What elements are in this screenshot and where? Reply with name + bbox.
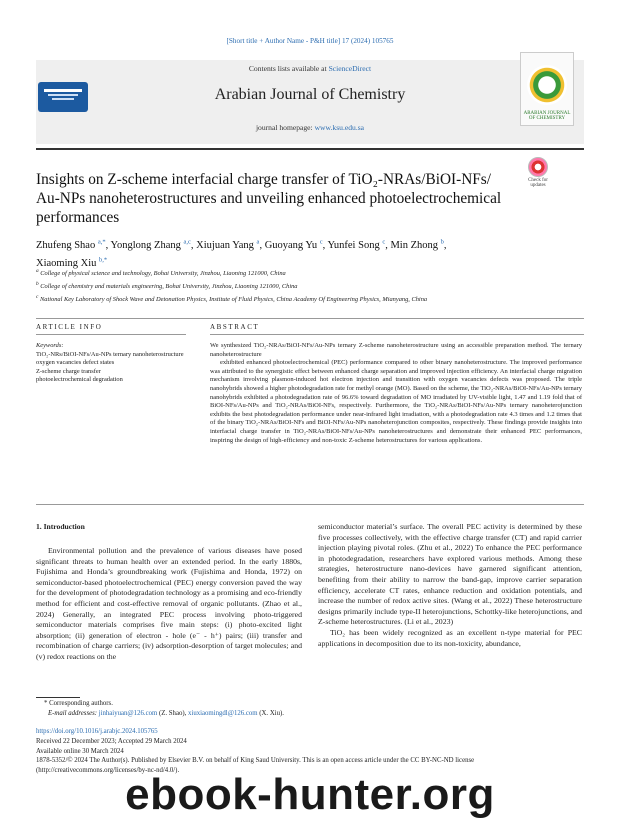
cover-emblem-icon bbox=[527, 65, 567, 105]
corresponding-note: * Corresponding authors. bbox=[44, 700, 113, 707]
abstract-heading: ABSTRACT bbox=[210, 323, 260, 331]
author: Guoyang Yu $^c$, bbox=[264, 238, 328, 251]
journal-title: Arabian Journal of Chemistry bbox=[214, 86, 406, 103]
body-column-left bbox=[36, 546, 302, 663]
author-affiliation-sup[interactable]: a bbox=[256, 238, 260, 245]
author-affiliation-sup[interactable]: b,* bbox=[99, 256, 108, 264]
author-name[interactable]: Zhufeng Shao bbox=[36, 239, 96, 251]
publication-info bbox=[36, 727, 584, 776]
body-paragraph: semiconductor material’s surface. The overall PEC activity is determined by these five processes collectively, with the effective charge transfer (CT) and rapid carrier injection playing pivotal roles. (Zhu et al., 2022) To enhance the PEC performance in photodegradation, researchers have explored various methods. Among these strategies, heterostructure nano-devices have garnered significant attention, benefiting from their ability to narrow the band-gap, improve carrier separation efficiency, accelerate CT rates, enhance reduction and oxidation potentials, and increase the number of redox active sites. (Wang et al., 2022) These heterostructure designs primarily include type-II heterojunctions, Schottky-like heterojunctions, and Z-scheme heterostructures. (Li et al., 2023) bbox=[318, 522, 582, 627]
abstract-text bbox=[210, 342, 582, 445]
author-affiliation-sup[interactable]: c bbox=[382, 238, 386, 245]
abstract-paragraph: We synthesized TiO₂-NRAs/BiOI-NFs/Au-NPs ternary Z-scheme nanoheterostructure using an accessible preparation method. The ternary nanoheterostructure bbox=[210, 342, 582, 358]
affiliation-text: College of physical science and technology, Bohai University, Jinzhou, Liaoning 121000, China bbox=[40, 270, 286, 278]
contents-prefix: Contents lists available at bbox=[248, 64, 329, 73]
email-label: E-mail addresses: bbox=[48, 710, 99, 717]
affiliation-item bbox=[36, 266, 576, 279]
email-line bbox=[36, 709, 556, 719]
keywords-label: Keywords: bbox=[36, 342, 64, 349]
keywords-block bbox=[36, 342, 196, 385]
doi-link[interactable]: https://doi.org/10.1016/j.arabjc.2024.105765 bbox=[36, 728, 158, 735]
abstract-rule bbox=[210, 334, 584, 335]
abstract-paragraph: exhibited enhanced photoelectrochemical (PEC) performance compared to other binary nanoheterostructure. The improved performance was attributed to the synergistic effect between enhanced charge separation and improved injection efficiency. An interfacial charge migration mechanism involving plasmon-induced hot electron injection and transition with oxygen vacancies defects was proposed. The triple nanohybrids showed a higher photodegradation rate for methyl orange (MO). Based on the scheme, the TiO₂-NRAs/BiOI-NFs/Au-NPs ternary nanohybrids exhibited a photodegradation rate of 96.6% toward degradation of MO irradiated by UV-visible light, 1.47 and 1.19 fold that of BiOI-NFs/Au-NPs and TiO₂-NRAs/BiOI-NFs, respectively. Furthermore, the TiO₂-NRAs/BiOI-NFs/Au-NPs ternary nanoheterojunction exhibits the best photodegradation performance under near-infrared light irradiation, with a photodegradation rate 4.3 times and 1.2 times that of the binary TiO₂-NRAs/BiOI-NFs and BiOI-NFs/Au-NPs nanoheterojunction composites, respectively. These findings provide insights into interfacial charge transfer in TiO₂-NRAs/BiOI-NFs/Au-NPs nanoheterostructures and demonstrate their enhanced PEC performances, inspiring the design of high-efficiency and non-toxic Z-scheme heterostructures for various applications. bbox=[210, 359, 582, 444]
email-owner: (Z. Shao), bbox=[157, 710, 189, 717]
author-name[interactable]: Guoyang Yu bbox=[264, 239, 318, 251]
author-affiliation-sup[interactable]: c bbox=[319, 238, 323, 245]
check-updates-label: Check for updates bbox=[528, 178, 548, 188]
header-rule bbox=[36, 148, 584, 150]
author: Yonglong Zhang $^{a,c}$, bbox=[110, 238, 197, 251]
cover-caption: ARABIAN JOURNAL OF CHEMISTRY bbox=[523, 111, 571, 121]
footnote-rule bbox=[36, 697, 80, 698]
section-rule bbox=[36, 318, 584, 319]
watermark: ebook-hunter.org bbox=[125, 770, 495, 819]
keyword: oxygen vacancies defect states bbox=[36, 359, 115, 367]
running-header[interactable]: [Short title + Author Name - P&H title] 17 (2024) 105765 bbox=[226, 37, 394, 45]
footnotes bbox=[36, 699, 556, 719]
author: Min Zhong $^b$, bbox=[390, 238, 447, 251]
body-paragraph: TiO₂ has been widely recognized as an excellent n-type material for PEC applications in decomposition due to its non-toxicity, abundance, bbox=[318, 627, 582, 648]
body-column-right bbox=[318, 522, 582, 649]
affiliations bbox=[36, 266, 576, 305]
introduction-heading: 1. Introduction bbox=[36, 522, 85, 531]
author: Yunfei Song $^c$, bbox=[327, 238, 391, 251]
affiliation-item bbox=[36, 279, 576, 292]
received-date: Received 22 December 2023; Accepted 29 March 2024 bbox=[36, 737, 187, 745]
article-info-heading: ARTICLE INFO bbox=[36, 323, 103, 331]
homepage-prefix: journal homepage: bbox=[255, 123, 315, 132]
keyword: Z-scheme charge transfer bbox=[36, 367, 101, 375]
author-name[interactable]: Yonglong Zhang bbox=[110, 239, 181, 251]
keyword: TiO₂-NRs/BiOI-NFs/Au-NPs ternary nanoheterostructure bbox=[36, 350, 184, 358]
email-link[interactable]: jinhaiyuan@126.com bbox=[98, 710, 158, 717]
affiliation-sup: a bbox=[36, 268, 39, 274]
author-affiliation-sup[interactable]: a,c bbox=[183, 238, 191, 245]
author-name[interactable]: Min Zhong bbox=[390, 239, 439, 251]
keyword: photoelectrochemical degradation bbox=[36, 376, 123, 384]
affiliation-text: National Key Laboratory of Shock Wave and Detonation Physics, Institute of Fluid Physics, China Academy Of Engineering Physics, Mianyang, China bbox=[39, 296, 428, 304]
check-updates-icon bbox=[528, 157, 548, 177]
affiliation-sup: b bbox=[36, 281, 39, 288]
article-title: Insights on Z-scheme interfacial charge transfer of TiO₂-NRAs/BiOI-NFs/ Au-NPs nanoheterostructures and unveiling enhanced photoelectrochemical performances bbox=[36, 171, 502, 226]
author: Zhufeng Shao $^{a,*}$, bbox=[36, 238, 111, 251]
body-paragraph: Environmental pollution and the prevalence of various diseases have posed significant threats to human health over an extended period. In the early 1880s, Fujishima and Honda’s groundbreaking work (Fujishima and Honda, 1972) on semiconductor-based photoelectrochemical (PEC) energy conversion paved the way for the development of photodegradation technology as a promising and eco-friendly method for efficient and cost-effective removal of organic pollutants. (Zhao et al., 2024) Generally, an integrated PEC process involving photo-triggered semiconductor materials comprises five main steps: (i) photo-excited light absorption; (ii) generation of electron - hole (e⁻ - h⁺) pairs; (iii) transfer and recombination of charge carriers; (iv) adsorption-desorption of target molecules; and (v) redox reactions on the bbox=[36, 546, 302, 661]
email-owner: (X. Xiu). bbox=[257, 710, 284, 717]
author-name[interactable]: Yunfei Song bbox=[327, 239, 380, 251]
author-affiliation-sup[interactable]: a,* bbox=[97, 238, 106, 245]
affiliation-item bbox=[36, 292, 576, 305]
author-name[interactable]: Xiaoming Xiu bbox=[36, 258, 97, 269]
author: Xiujuan Yang $^a$, bbox=[196, 238, 265, 251]
body-rule bbox=[36, 504, 584, 505]
affiliation-text: College of chemistry and materials engineering, Bohai University, Jinzhou, Liaoning 121000, China bbox=[40, 283, 298, 291]
article-info-rule bbox=[36, 334, 186, 335]
author-affiliation-sup[interactable]: b bbox=[440, 238, 444, 245]
journal-cover-thumbnail[interactable] bbox=[520, 52, 574, 126]
check-for-updates-badge[interactable] bbox=[521, 157, 555, 187]
author-name[interactable]: Xiujuan Yang bbox=[196, 239, 254, 251]
homepage-link[interactable]: www.ksu.edu.sa bbox=[314, 123, 365, 132]
available-date: Available online 30 March 2024 bbox=[36, 747, 124, 755]
license-text: 1878-5352/© 2024 The Author(s). Published by Elsevier B.V. on behalf of King Saud University. This is an open access article under the CC BY-NC-ND license (http://creativecommons.org/licenses/by-nc-nd/4.0/). bbox=[36, 757, 475, 775]
affiliation-sup: c bbox=[36, 294, 39, 301]
sciencedirect-link[interactable]: ScienceDirect bbox=[328, 64, 372, 73]
email-link[interactable]: xiuxiaomingdl@126.com bbox=[188, 710, 258, 717]
